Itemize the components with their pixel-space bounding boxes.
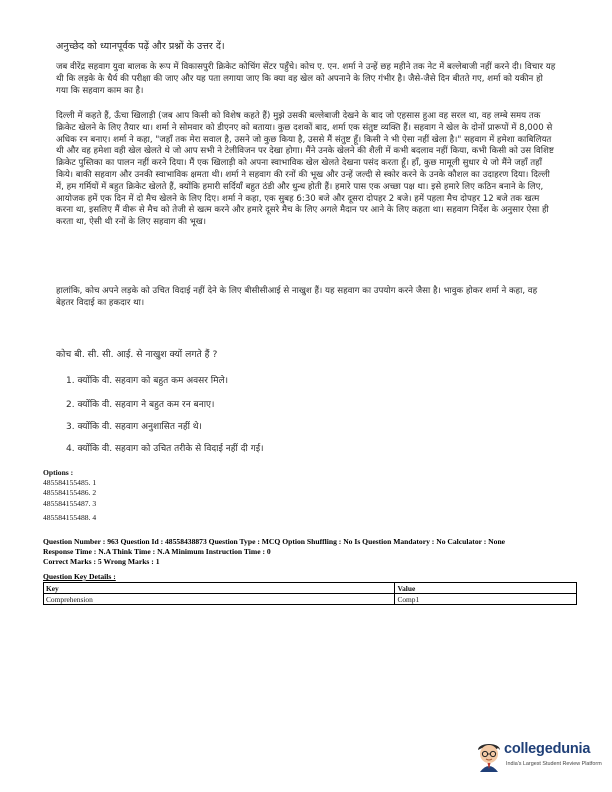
answer-option-4: 4. क्योंकि वी. सहवाग को उचित तरीके से विदाई नहीं दी गई। [66,444,264,454]
student-mascot-icon [474,740,504,774]
column-header-value: Value [395,583,577,594]
answer-option-1: 1. क्योंकि वी. सहवाग को बहुत कम अवसर मिले। [66,376,229,386]
option-id: 485584155487. 3 [43,498,97,508]
passage-instruction: अनुच्छेद को ध्यानपूर्वक पढ़ें और प्रश्नों के उत्तर दें। [56,41,225,52]
answer-option-2: 2. क्योंकि वी. सहवाग ने बहुत कम रन बनाए। [66,400,215,410]
option-id: 485584155485. 1 [43,478,97,488]
option-ids-block [43,468,96,523]
answer-option-3: 3. क्योंकि वी. सहवाग अनुशासित नहीं थे। [66,422,202,432]
passage-paragraph-2: दिल्ली में कहते हैं, ऊँचा खिलाड़ी (जब आप किसी को विशेष कहते हैं) मुझे उसकी बल्लेबाजी देखने के बाद जो एहसास हुआ वह सरल था, वह लम्बे समय तक क्रिकेट खेलने के लिए तैयार था। शर्मा ने सोमवार को डीएनए को बताया। कुछ दशकों बाद, शर्मा एक संतुष्ट व्यक्ति हैं। सहवाग ने खेल के दोनों प्रारूपों में 8,000 से अधिक रन बनाए। शर्मा ने कहा, "जहाँ तक मेरा सवाल है, उसने जो कुछ किया है, उससे मैं संतुष्ट हूँ। किसी ने भी ऐसा नहीं खेला है।" सहवाग में हमेशा काबिलियत थी और वह हमेशा वही खेल खेलते थे जो आप सभी ने टेलीविजन पर देखा होगा। मैंने उनके खेलने की शैली में कभी बदलाव नहीं किया, कभी किसी को उस विशिष्ट क्रिकेट पुस्तिका का पालन नहीं करने दिया। मैं एक खिलाड़ी को अपना स्वाभाविक खेल खेलते देखना पसंद करता हूँ। हाँ, कुछ मामूली सुधार थे जो मैंने जहाँ तहाँ किये। बाकी सहवाग और उनकी स्वाभाविक क्षमता थी। शर्मा ने सहवाग की रनों की भूख और उन्हें जल्दी से स्कोर करने के उनके कौशल का उदाहरण दिया। दिल्ली में, हम गर्मियों में बहुत क्रिकेट खेलते हैं, क्योंकि हमारी सर्दियाँ बहुत ठंडी और धुन्ध होती हैं। हमारे पास एक अच्छा पक्ष था। इसे हमारे लिए कठिन बनाने के लिए, आयोजक हमें एक दिन में दो मैच खेलने के लिए दिए। शर्मा ने कहा, एक सुबह 6:30 बजे और दूसरा दोपहर 2 बजे। हमें पहला मैच दोपहर 12 बजे तक खत्म करना था, इसलिए मैं वीरू से मैच को तेजी से खत्म करने और हमारे दूसरे मैच के लिए अगले मैदान पर आने के लिए कहता था। सहवाग निर्देश के अनुसार ऐसा ही करता था, ऐसी थी रनों के लिए सहवाग की भूख। [56,111,554,228]
table-row [44,594,577,605]
passage-paragraph-3: हालांकि, कोच अपने लड़के को उचित विदाई नहीं देने के लिए बीसीसीआई से नाखुश हैं। यह सहवाग का उपयोग करने जैसा है। भावुक होकर शर्मा ने कहा, वह बेहतर विदाई का हकदार था। [56,286,538,308]
option-id: 485584155488. 4 [43,512,97,522]
logo-wordmark: collegedunia [504,741,591,757]
option-id: 485584155486. 2 [43,488,97,498]
key-cell: Comprehension [44,594,395,605]
question-text: कोच बी. सी. सी. आई. से नाखुश क्यों लगते हैं ? [56,349,218,360]
options-label: Options : [43,468,74,477]
question-meta-line-1: Question Number : 963 Question Id : 48558438873 Question Type : MCQ Option Shuffling : No Is Question Mandatory : No Calculator : None [43,537,506,546]
question-meta-line-2: Response Time : N.A Think Time : N.A Minimum Instruction Time : 0 [43,547,271,556]
key-details-table [43,582,577,605]
key-details-title: Question Key Details : [43,572,116,581]
passage-paragraph-1: जब वीरेंद्र सहवाग युवा बालक के रूप में विकासपुरी क्रिकेट कोचिंग सेंटर पहुँचे। कोच ए. एन. शर्मा ने उन्हें छह महीने तक नेट में बल्लेबाजी नहीं करने दी। विचार यह थी कि लड़के के धैर्य की परीक्षा की जाए और यह पता लगाया जाए कि क्या वह खेल को अपनाने के लिए गंभीर है। जैसे-जैसे दिन बीतते गए, शर्मा को यकीन हो गया कि सहवाग काम का है। [56,62,556,96]
column-header-key: Key [44,583,395,594]
question-meta-line-3: Correct Marks : 5 Wrong Marks : 1 [43,557,160,566]
table-header-row [44,583,577,594]
logo-tagline: India's Largest Student Review Platform [506,761,602,767]
value-cell: Comp1 [395,594,577,605]
collegedunia-logo [474,738,602,778]
